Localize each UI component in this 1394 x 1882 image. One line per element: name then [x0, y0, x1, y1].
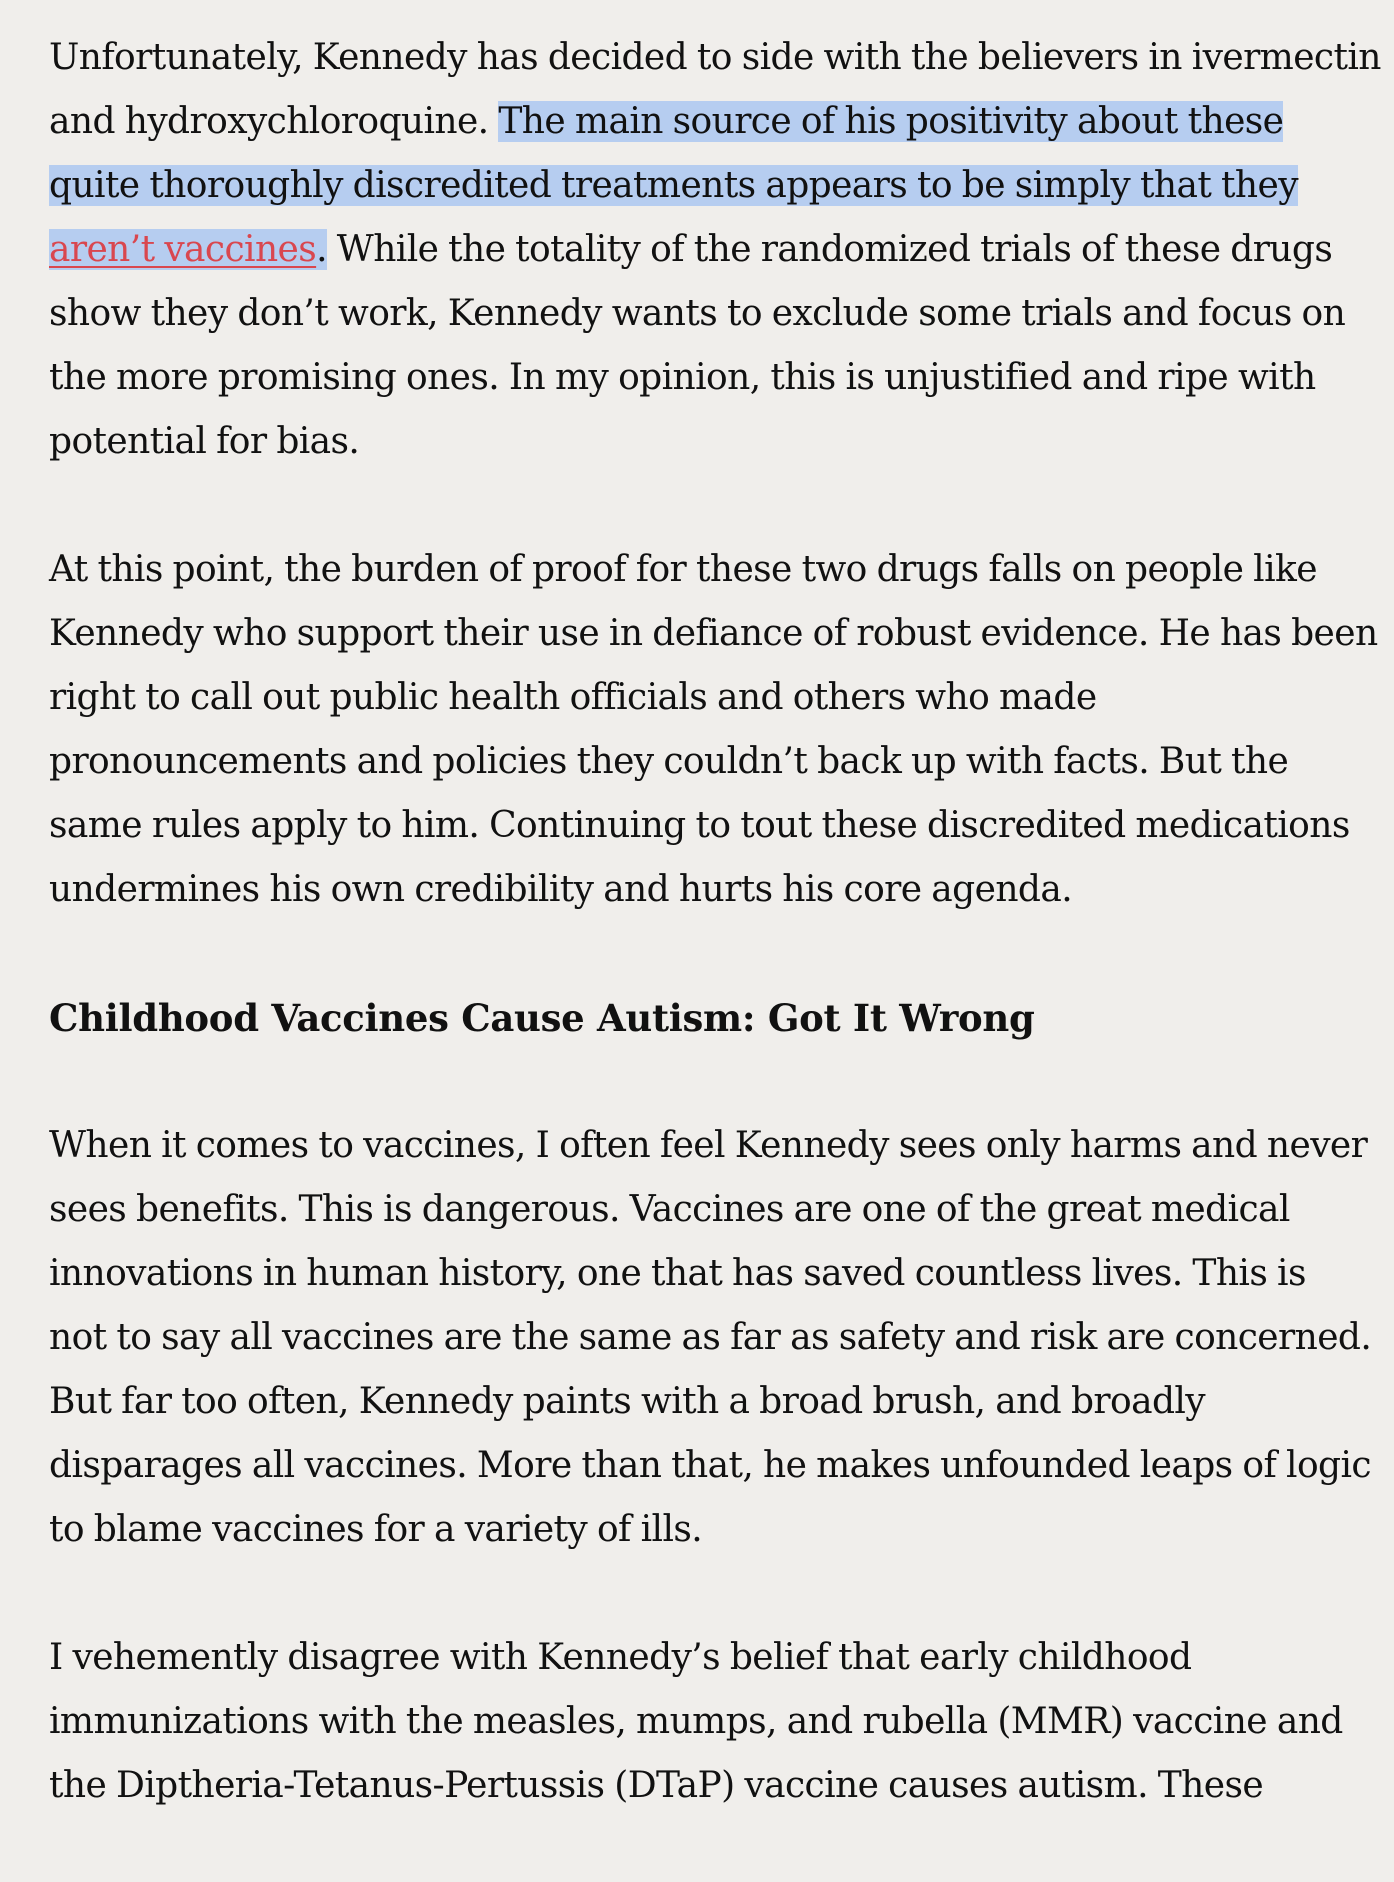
text-line: Kennedy who support their use in defiance of robust evidence. He has been [49, 613, 1378, 654]
text-line: show they don’t work, Kennedy wants to exclude some trials and focus on [49, 293, 1346, 334]
text-line: disparages all vaccines. More than that, he makes unfounded leaps of logic [49, 1445, 1371, 1486]
text-line: sees benefits. This is dangerous. Vaccines are one of the great medical [49, 1189, 1290, 1230]
selected-text: . [316, 229, 327, 270]
arent-vaccines-link[interactable]: aren’t vaccines [49, 229, 317, 270]
text-line: the more promising ones. In my opinion, this is unjustified and ripe with [49, 357, 1316, 398]
text-line: same rules apply to him. Continuing to tout these discredited medications [49, 805, 1350, 846]
text-line: to blame vaccines for a variety of ills. [49, 1509, 703, 1550]
text-line: At this point, the burden of proof for these two drugs falls on people like [49, 549, 1317, 590]
text-line: While the totality of the randomized trials of these drugs [326, 229, 1333, 270]
text-line: undermines his own credibility and hurts his core agenda. [49, 869, 1073, 910]
paragraph-autism-claim[interactable] [49, 1626, 1394, 1818]
paragraph-vaccines-benefits[interactable] [49, 1114, 1394, 1562]
text-line: pronouncements and policies they couldn’t back up with facts. But the [49, 741, 1289, 782]
selected-text-link-wrapper[interactable] [49, 229, 327, 270]
text-line: Unfortunately, Kennedy has decided to side with the believers in ivermectin [49, 37, 1381, 78]
text-line: not to say all vaccines are the same as far as safety and risk are concerned. [49, 1317, 1372, 1358]
text-line: the Diptheria-Tetanus-Pertussis (DTaP) vaccine causes autism. These [49, 1765, 1264, 1806]
text-line: But far too often, Kennedy paints with a broad brush, and broadly [49, 1381, 1206, 1422]
selected-text[interactable]: The main source of his positivity about these [498, 101, 1284, 142]
text-line: When it comes to vaccines, I often feel Kennedy sees only harms and never [49, 1125, 1368, 1166]
selected-text[interactable]: quite thoroughly discredited treatments appears to be simply that they [49, 165, 1298, 206]
text-line: innovations in human history, one that has saved countless lives. This is [49, 1253, 1306, 1294]
article-body [49, 26, 1394, 1882]
paragraph-burden-of-proof[interactable] [49, 538, 1394, 922]
text-line: right to call out public health officials and others who made [49, 677, 1097, 718]
paragraph-ivermectin[interactable] [49, 26, 1394, 474]
section-heading: Childhood Vaccines Cause Autism: Got It Wrong [49, 996, 1035, 1040]
text-line: potential for bias. [49, 421, 360, 462]
text-line: and hydroxychloroquine. [49, 101, 499, 142]
text-line: immunizations with the measles, mumps, and rubella (MMR) vaccine and [49, 1701, 1343, 1742]
text-line: I vehemently disagree with Kennedy’s belief that early childhood [49, 1637, 1192, 1678]
